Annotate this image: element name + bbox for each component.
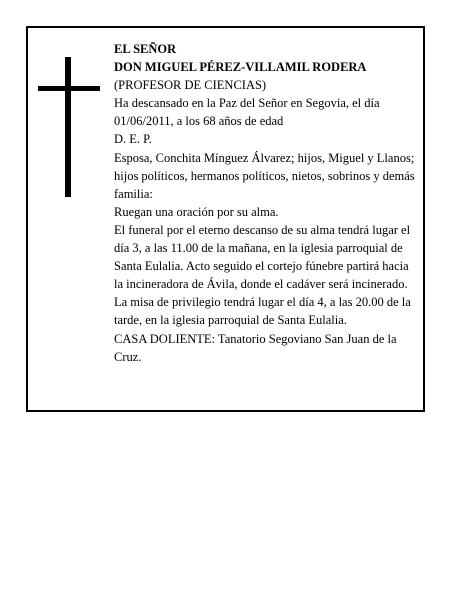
obituary-text bbox=[114, 40, 419, 366]
deceased-name: DON MIGUEL PÉREZ-VILLAMIL RODERA bbox=[114, 60, 367, 75]
mourning-house: CASA DOLIENTE: Tanatorio Segoviano San Juan de la Cruz. bbox=[114, 331, 397, 364]
deceased-profession: (PROFESOR DE CIENCIAS) bbox=[114, 78, 267, 93]
obituary-notice bbox=[26, 26, 425, 412]
cross-icon bbox=[38, 57, 100, 197]
funeral-info: El funeral por el eterno descanso de su alma tendrá lugar el día 3, a las 11.00 de la mañana, en la iglesia parroquial de Santa Eulalia. Acto seguido el cortejo fúnebre partirá hacia la incineradora de Ávila, donde el cadáver será incinerado. La misa de privilegio tendrá lugar el día 4, a las 20.00 de la tarde, en la iglesia parroquial de Santa Eulalia. bbox=[114, 222, 411, 328]
cross-horizontal-bar bbox=[38, 86, 100, 91]
death-announcement: Ha descansado en la Paz del Señor en Segovia, el día 01/06/2011, a los 68 años de edad bbox=[114, 96, 380, 129]
family-list: Esposa, Conchita Mínguez Álvarez; hijos, Miguel y Llanos; hijos políticos, hermanos políticos, nietos, sobrinos y demás familia: bbox=[114, 150, 415, 201]
prayer-request: Ruegan una oración por su alma. bbox=[114, 204, 279, 219]
cross-vertical-bar bbox=[65, 57, 71, 197]
notice-title: EL SEÑOR bbox=[114, 42, 177, 56]
dep-line: D. E. P. bbox=[114, 132, 152, 147]
